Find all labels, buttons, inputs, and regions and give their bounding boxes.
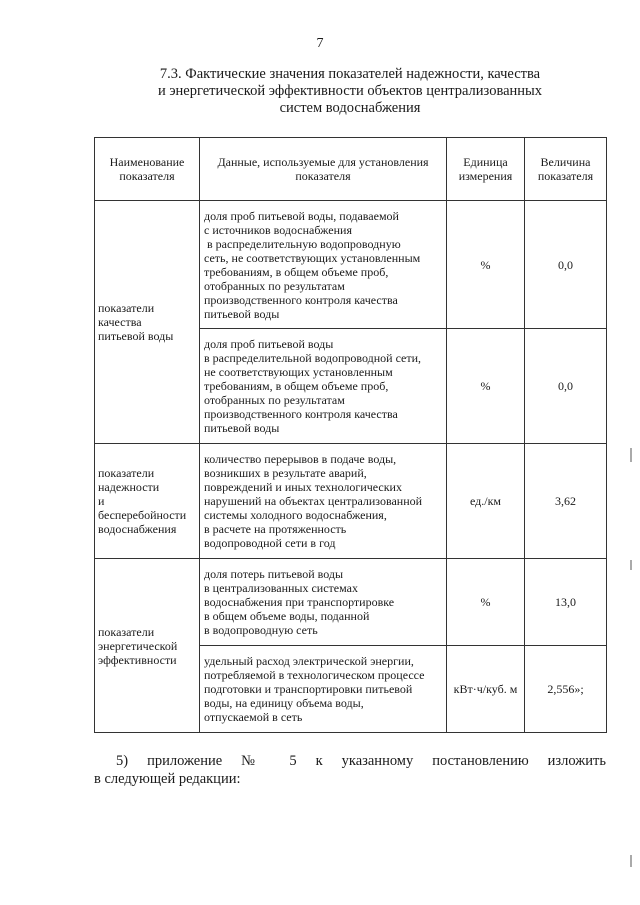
indicator-group-reliability: показатели надежности и бесперебойности водоснабжения — [95, 444, 200, 559]
section-title-line: 7.3. Фактические значения показателей надежности, качества — [159, 66, 541, 82]
indicator-unit: % — [447, 201, 525, 329]
amendment-paragraph-line2: в следующей редакции: — [94, 771, 241, 787]
indicator-unit: % — [447, 329, 525, 444]
table-row — [95, 444, 607, 559]
section-title-line: и энергетической эффективности объектов централизованных — [157, 83, 543, 99]
page-number: 7 — [316, 36, 324, 51]
indicator-group-energy: показатели энергетической эффективности — [95, 559, 200, 733]
indicator-unit: % — [447, 559, 525, 646]
scan-edge-mark — [630, 448, 632, 462]
header-value: Величина показателя — [525, 138, 607, 201]
table-header-row — [95, 138, 607, 201]
indicator-value: 13,0 — [525, 559, 607, 646]
scan-edge-mark — [630, 855, 632, 867]
indicator-unit: ед./км — [447, 444, 525, 559]
indicator-description: доля потерь питьевой воды в централизованных системах водоснабжения при транспортировке в общем объеме воды, поданной в водопроводную сеть — [200, 559, 447, 646]
table-row — [95, 201, 607, 329]
indicator-value: 2,556»; — [525, 646, 607, 733]
indicator-unit: кВт·ч/куб. м — [447, 646, 525, 733]
indicator-description: доля проб питьевой воды в распределительной водопроводной сети, не соответствующих установленным требованиям, в общем объеме проб, отобранных по результатам производственного контроля качества питьевой воды — [200, 329, 447, 444]
section-title — [120, 66, 580, 117]
indicator-value: 3,62 — [525, 444, 607, 559]
indicator-value: 0,0 — [525, 329, 607, 444]
indicator-group-quality: показатели качества питьевой воды — [95, 201, 200, 444]
header-data: Данные, используемые для установления показателя — [200, 138, 447, 201]
indicator-value: 0,0 — [525, 201, 607, 329]
header-unit: Единица измерения — [447, 138, 525, 201]
amendment-paragraph-line1: 5) приложение № 5 к указанному постановлению изложить — [116, 753, 606, 769]
indicator-description: удельный расход электрической энергии, потребляемой в технологическом процессе подготовки и транспортировки питьевой воды, на единицу объема воды, отпускаемой в сеть — [200, 646, 447, 733]
scan-edge-mark — [630, 560, 632, 570]
header-name: Наименование показателя — [95, 138, 200, 201]
indicator-description: количество перерывов в подаче воды, возникших в результате аварий, повреждений и иных технологических нарушений на объектах централизованной системы холодного водоснабжения, в расчете на протяженность водопроводной сети в год — [200, 444, 447, 559]
table-row — [95, 559, 607, 646]
indicators-table — [94, 137, 607, 733]
section-title-line: систем водоснабжения — [279, 100, 421, 116]
indicator-description: доля проб питьевой воды, подаваемой с источников водоснабжения в распределительную водопроводную сеть, не соответствующих установленным требованиям, в общем объеме проб, отобранных по результатам производственного контроля качества питьевой воды — [200, 201, 447, 329]
